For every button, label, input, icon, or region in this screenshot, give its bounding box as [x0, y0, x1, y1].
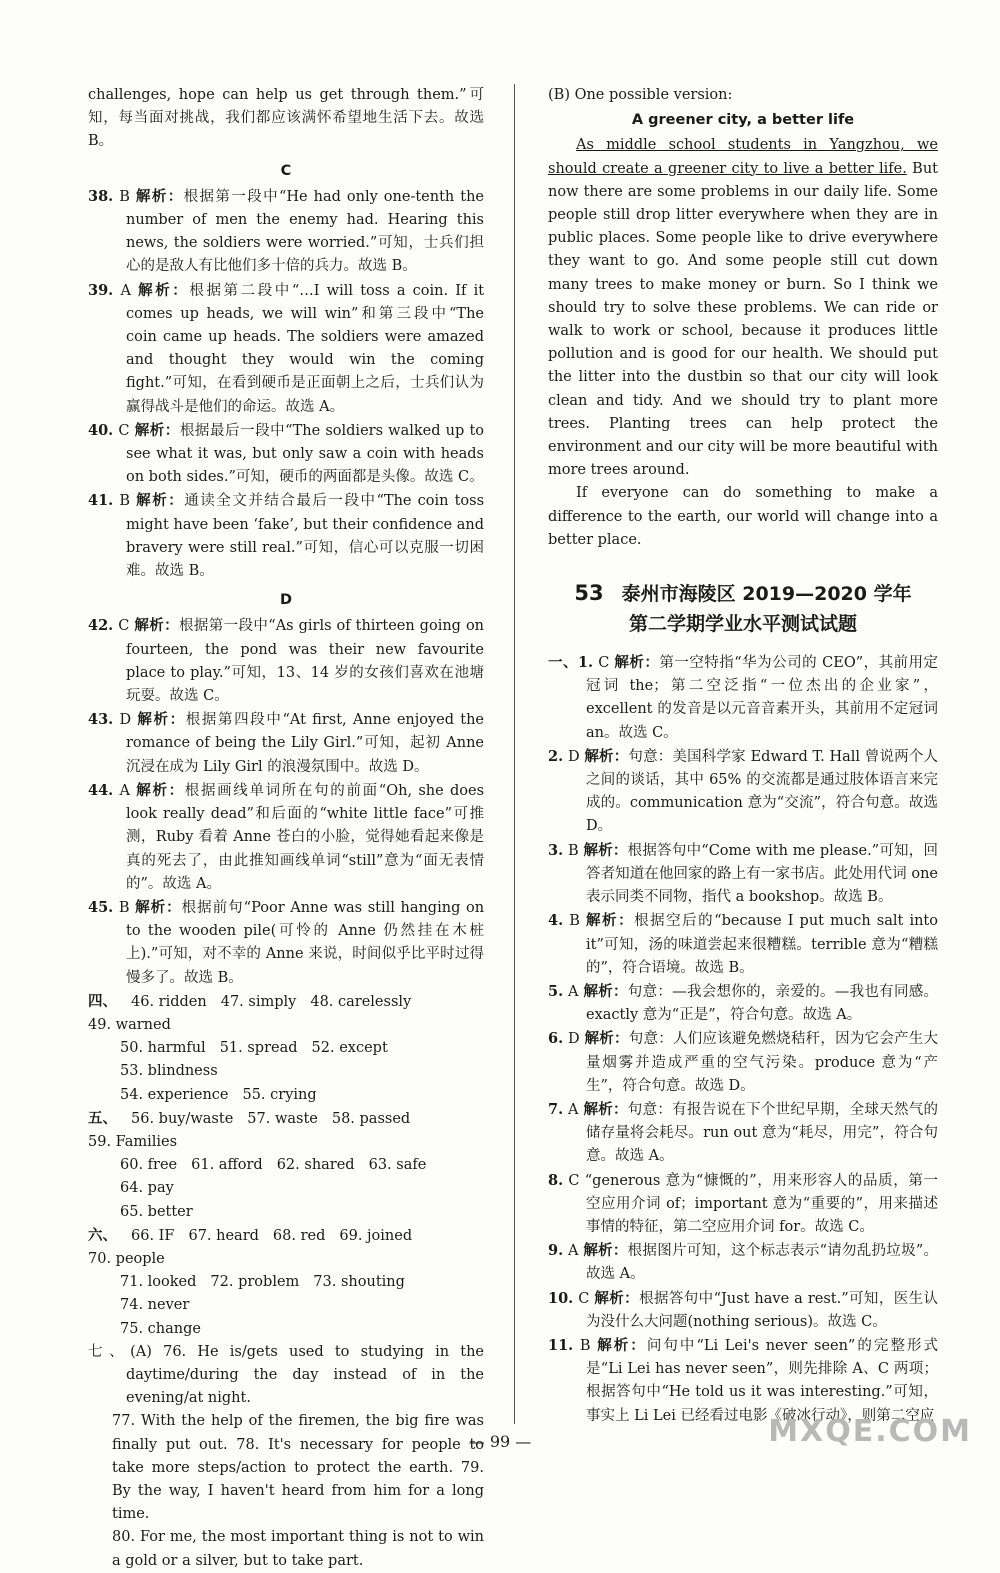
vocab-answer: 60. free	[120, 1157, 178, 1174]
answer-item	[548, 980, 938, 1027]
answer-item	[548, 1169, 938, 1240]
answer-number: 8.	[548, 1171, 564, 1189]
vocab-answer: 57. waste	[247, 1110, 318, 1127]
part-mark: 四、	[88, 992, 117, 1010]
analysis-text: 根据前句“Poor Anne was still hanging on to the wooden pile(可怜的 Anne 仍然挂在木桩上).”可知，对不幸的 Anne 来说，时间似乎比平时过得慢多了。故选 B。	[126, 899, 485, 986]
answer-item	[548, 745, 938, 839]
vocab-answer: 72. problem	[210, 1274, 300, 1291]
answer-item	[88, 185, 484, 279]
vocab-answers	[88, 990, 484, 1341]
analysis-label: 解析：	[583, 1100, 628, 1118]
vocab-line	[88, 990, 484, 1037]
answer-choice: C	[578, 1290, 590, 1307]
answer-number: 42.	[88, 617, 114, 635]
answer-choice: B	[119, 493, 131, 510]
vocab-answer: 74. never	[120, 1297, 190, 1314]
page-number: — 99 —	[468, 1432, 532, 1451]
essay-title: A greener city, a better life	[631, 112, 855, 129]
answer-number: 43.	[88, 711, 114, 729]
answer-item	[88, 419, 484, 490]
analysis-text: 根据第二段中“…I will toss a coin. If it comes up heads, we will win”和第三段中“The coin came up heads. The soldiers were amazed and thought they would win the coming fight.”可知，在看到硬币是正面朝上之后，士兵们认为赢得战斗是他们的命运。故选 A。	[126, 282, 485, 415]
vocab-answer: 64. pay	[120, 1180, 174, 1197]
part-mark: 六、	[88, 1226, 117, 1244]
vocab-answer: 53. blindness	[120, 1063, 218, 1080]
analysis-label: 解析：	[135, 898, 182, 916]
answer-choice: A	[568, 983, 579, 1000]
answer-choice: B	[118, 899, 130, 916]
answer-number: 7.	[548, 1100, 564, 1118]
vocab-answer: 51. spread	[219, 1040, 298, 1057]
analysis-text: 通读全文并结合最后一段中“The coin toss might have been ‘fake’, but their confidence and bravery were still real.”可知，信心可以克服一切困难。故选 B。	[126, 493, 485, 580]
answer-number: 3.	[548, 841, 564, 859]
answer-number: 1.	[577, 654, 594, 672]
analysis-label: 解析：	[136, 492, 185, 510]
answer-choice: D	[568, 1031, 580, 1048]
answer-number: 10.	[548, 1289, 574, 1307]
part-seven-mark: 七、	[88, 1343, 131, 1360]
answer-item	[548, 651, 938, 745]
answer-number: 5.	[548, 982, 564, 1000]
vocab-line	[88, 1037, 484, 1083]
vocab-line	[88, 1107, 484, 1154]
answer-choice: D	[119, 712, 132, 729]
analysis-label: 解析：	[614, 654, 660, 672]
analysis-label: 解析：	[583, 841, 628, 859]
vocab-answer: 71. looked	[120, 1274, 197, 1291]
analysis-label: 解析：	[136, 781, 185, 799]
exam-heading	[548, 578, 938, 639]
part-mark: 五、	[88, 1109, 117, 1127]
analysis-text: 根据图片可知，这个标志表示“请勿乱扔垃圾”。故选 A。	[586, 1243, 939, 1283]
part-seven-p2: 77. With the help of the firemen, the big fire was finally put out. 78. It's necessary for people to take more steps/action to protect the earth. 79. By the way, I haven't heard from him for a long time.	[112, 1413, 484, 1523]
analysis-text: 根据空后的“because I put much salt into it”可知，汤的味道尝起来很糟糕。terrible 意为“糟糕的”，符合语境。故选 B。	[586, 913, 938, 976]
answer-item	[88, 708, 484, 779]
vocab-answer: 55. crying	[242, 1086, 317, 1103]
analysis-label: 解析：	[594, 1289, 640, 1307]
analysis-label: 解析：	[135, 187, 184, 205]
vocab-answer: 73. shouting	[313, 1274, 405, 1291]
analysis-label: 解析：	[134, 617, 179, 635]
answer-item	[88, 489, 484, 583]
essay-paragraph-1: But now there are some problems in our daily life. Some people still drop litter everywhere when they are in public places. Some people like to drive everywhere they want to go. And some people still cut down many trees to make money or burn. So I think we should try to solve these problems. We can ride or walk to work or school, because it produces little pollution and is good for our health. We should put the litter into the dustbin so that our city will look clean and tidy. And we should try to plant more trees. Planting trees can help protect the environment and our city will be more beautiful with more trees around.	[548, 160, 938, 479]
answer-number: 4.	[548, 912, 564, 930]
answer-number: 44.	[88, 781, 114, 799]
exam-number: 53	[574, 581, 604, 606]
left-column	[88, 84, 484, 1573]
analysis-text: 第一空特指“华为公司的 CEO”，其前用定冠词 the；第二空泛指“一位杰出的企业家”，excellent 的发音是以元音音素开头，其前用不定冠词 an。故选 C。	[586, 655, 939, 741]
right-column	[548, 84, 938, 1428]
answer-choice: B	[119, 188, 130, 205]
answer-choice: C	[118, 422, 130, 439]
vocab-line	[88, 1318, 484, 1341]
answer-choice: B	[579, 1337, 591, 1354]
section-c-heading: C	[280, 162, 292, 179]
answer-choice: A	[119, 782, 130, 799]
vocab-answer: 54. experience	[120, 1086, 229, 1103]
essay-paragraph-2: If everyone can do something to make a difference to the earth, our world will change into a better place.	[548, 485, 938, 548]
analysis-text: 根据第一段中“As girls of thirteen going on fourteen, the pond was their new favourite place to play.”可知，13、14 岁的女孩们喜欢在池塘玩耍。故选 C。	[126, 618, 485, 705]
analysis-text: 根据答句中“Just have a rest.”可知，医生认为没什么大问题(nothing serious)。故选 C。	[586, 1290, 939, 1330]
vocab-answer: 65. better	[120, 1203, 193, 1220]
answer-choice: C	[118, 618, 130, 635]
answer-item	[88, 279, 484, 419]
answer-number: 9.	[548, 1242, 564, 1260]
vocab-answer: 46. ridden	[131, 993, 207, 1010]
analysis-label: 解析：	[583, 1242, 628, 1260]
answers-c	[88, 185, 484, 583]
vocab-answer: 63. safe	[368, 1157, 427, 1174]
vocab-answer: 50. harmful	[120, 1040, 206, 1057]
vocab-answer: 58. passed	[331, 1110, 411, 1127]
analysis-label: 解析：	[584, 747, 629, 765]
answer-choice: B	[569, 913, 580, 930]
vocab-line	[88, 1271, 484, 1317]
vocab-answer: 56. buy/waste	[131, 1110, 234, 1127]
answer-item	[548, 839, 938, 910]
vocab-answer: 48. carelessly	[310, 993, 412, 1010]
analysis-text: 根据答句中“Come with me please.”可知，回答者知道在他回家的路上有一家书店。此处用代词 one 表示同类不同物，指代 a bookshop。故选 B。	[586, 842, 939, 906]
answer-choice: A	[120, 282, 131, 299]
analysis-text: 句意：美国科学家 Edward T. Hall 曾说两个人之间的谈话，其中 65% 的交流都是通过肢体语言来完成的。communication 意为“交流”，符合句意。故选 D。	[586, 748, 939, 835]
answer-item	[548, 1098, 938, 1169]
answer-number: 40.	[88, 421, 114, 439]
exam-title-line-2: 第二学期学业水平测试试题	[628, 613, 857, 636]
answer-choice: D	[567, 748, 580, 765]
vocab-answer: 70. people	[88, 1250, 165, 1267]
vocab-answer: 62. shared	[276, 1157, 355, 1174]
vocab-answer: 66. IF	[131, 1227, 175, 1244]
intro-paragraph: challenges, hope can help us get through them.”可知，每当面对挑战，我们都应该满怀希望地生活下去。故选 B。	[88, 87, 484, 150]
vocab-answer: 59. Families	[88, 1133, 178, 1150]
analysis-text: 根据画线单词所在句的前面“Oh, she does look really dead”和后面的“white little face”可推测，Ruby 看着 Anne 苍白的小脸，觉得她看起来像是真的死去了，由此推知画线单词“still”意为“面无表情的”。故选 A。	[126, 782, 485, 892]
answer-number: 45.	[88, 898, 114, 916]
analysis-text: 根据最后一段中“The soldiers walked up to see what it was, but only saw a coin with heads on both sides.”可知，硬币的两面都是头像。故选 C。	[126, 422, 485, 486]
answer-number: 38.	[88, 187, 114, 205]
vocab-answer: 69. joined	[339, 1227, 413, 1244]
answer-item	[548, 1027, 938, 1098]
answer-choice: C	[568, 1172, 580, 1189]
essay-underlined-sentence: As middle school students in Yangzhou, we should create a greener city to live a better life.	[548, 137, 938, 177]
answer-choice: A	[568, 1243, 579, 1260]
vocab-answer: 49. warned	[88, 1016, 171, 1033]
analysis-label: 解析：	[138, 281, 190, 299]
analysis-label: 解析：	[137, 711, 186, 729]
analysis-label: 解析：	[597, 1336, 647, 1354]
answer-item	[88, 614, 484, 708]
answer-item	[88, 896, 484, 990]
vocab-line	[88, 1201, 484, 1224]
part-seven-p3: 80. For me, the most important thing is not to win a gold or a silver, but to take part.	[112, 1529, 484, 1569]
vocab-answer: 52. except	[311, 1040, 388, 1057]
answer-choice: A	[568, 1101, 579, 1118]
analysis-label: 解析：	[586, 912, 635, 930]
analysis-text: 句意：有报告说在下个世纪早期，全球天然气的储存量将会耗尽。run out 意为“耗尽，用完”，符合句意。故选 A。	[586, 1101, 939, 1165]
answer-item	[548, 1287, 938, 1334]
part-seven	[88, 1341, 484, 1573]
vocab-answer: 68. red	[272, 1227, 326, 1244]
exam-answers	[548, 651, 938, 1428]
answer-number: 39.	[88, 281, 114, 299]
part-seven-p1: (A) 76. He is/gets used to studying in the daytime/during the day instead of in the evening/at night.	[126, 1343, 484, 1407]
analysis-text: 根据第四段中“At first, Anne enjoyed the romance of being the Lily Girl.”可知，起初 Anne 沉浸在成为 Lily Girl 的浪漫氛围中。故选 D。	[126, 712, 484, 775]
answer-choice: C	[598, 655, 610, 672]
vocab-answer: 47. simply	[220, 993, 297, 1010]
analysis-text: 问句中“Li Lei's never seen”的完整形式是“Li Lei has never seen”，则先排除 A、C 两项；根据答句中“He told us it was interesting.”可知，事实上 Li Lei 已经看过电影《破冰行动》，则第二空应	[586, 1337, 939, 1424]
vocab-line	[88, 1154, 484, 1200]
essay-body	[548, 134, 938, 552]
answer-item	[548, 1239, 938, 1286]
answers-d	[88, 614, 484, 989]
answer-number: 2.	[548, 747, 564, 765]
exam-title-line-1: 泰州市海陵区 2019—2020 学年	[621, 583, 912, 606]
vocab-answer: 67. heard	[188, 1227, 259, 1244]
analysis-text: 句意：人们应该避免燃烧秸秆，因为它会产生大量烟雾并造成严重的空气污染。produce 意为“产生”，符合句意。故选 D。	[586, 1031, 939, 1094]
analysis-text: 根据第一段中“He had only one-tenth the number of men the enemy had. Hearing this news, the soldiers were worried.”可知，士兵们担心的是敌人有比他们多十倍的兵力。故选 B。	[126, 188, 485, 275]
watermark-logo: MXQE.COM	[768, 1414, 972, 1449]
vocab-line	[88, 1084, 484, 1107]
analysis-text: “generous 意为“慷慨的”，用来形容人的品质，第一空应用介词 of；important 意为“重要的”，用来描述事情的特征，第二空应用介词 for。故选 C。	[584, 1172, 939, 1235]
part-one-mark: 一、	[548, 654, 578, 672]
vocab-line	[88, 1224, 484, 1271]
vocab-answer: 61. afford	[191, 1157, 263, 1174]
analysis-text: 句意：—我会想你的，亲爱的。—我也有同感。exactly 意为“正是”，符合句意。故选 A。	[586, 983, 939, 1024]
answer-choice: B	[567, 842, 579, 859]
analysis-label: 解析：	[134, 421, 180, 439]
vocab-answer: 75. change	[120, 1320, 201, 1337]
answer-number: 6.	[548, 1030, 564, 1048]
analysis-label: 解析：	[584, 1030, 629, 1048]
analysis-label: 解析：	[583, 982, 628, 1000]
answer-number: 41.	[88, 492, 114, 510]
section-d-heading: D	[279, 592, 293, 609]
answer-item	[88, 779, 484, 896]
answer-item	[548, 909, 938, 980]
answer-number: 11.	[548, 1336, 574, 1354]
column-divider	[514, 84, 515, 1424]
essay-b-heading: (B) One possible version:	[548, 87, 733, 103]
